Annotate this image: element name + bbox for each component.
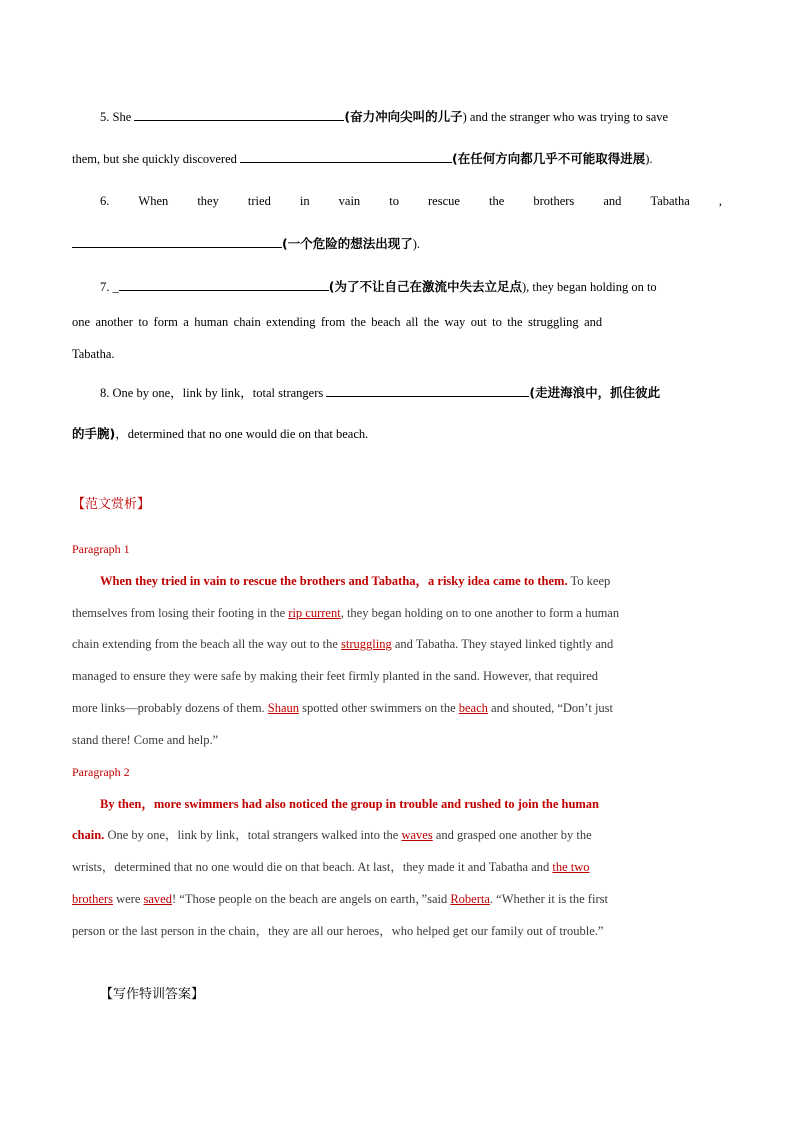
- paragraph-2-line-4: [72, 891, 722, 907]
- chinese-hint: (在任何方向都几乎不可能取得进展: [452, 151, 646, 166]
- answer-blank[interactable]: [326, 384, 529, 397]
- chinese-hint: (一个危险的想法出现了: [282, 236, 413, 251]
- text-span: One by one，link by link，total strangers walked into the: [104, 828, 402, 842]
- text-span: ! “Those people on the beach are angels on earth，”said: [171, 892, 451, 906]
- exercise-5-end: ).: [645, 152, 653, 166]
- answers-section-title: 【写作特训答案】: [100, 987, 205, 1002]
- exercise-5-prefix: 5. She: [100, 110, 132, 124]
- answer-blank[interactable]: [240, 150, 452, 163]
- exercise-7-line-3: Tabatha.: [72, 347, 115, 361]
- exercise-6-word: ,: [718, 194, 722, 208]
- chinese-hint: (奋力冲向尖叫的儿子: [344, 109, 463, 124]
- exercise-5-line-1: [100, 108, 722, 125]
- exercise-6-word: When: [138, 194, 169, 208]
- exercise-6-word: Tabatha: [650, 194, 690, 208]
- paragraph-1-line-2: [72, 605, 722, 621]
- underlined-word: waves: [401, 828, 433, 842]
- answer-blank[interactable]: [119, 278, 329, 291]
- underlined-word: rip current: [288, 606, 341, 620]
- answer-blank[interactable]: [134, 108, 344, 121]
- text-span: , they began holding on to one another to form a human: [340, 606, 620, 620]
- exercise-7-prefix: 7. _: [100, 280, 119, 294]
- text-span: chain extending from the beach all the way out to the: [72, 637, 342, 651]
- exercise-8-prefix: 8. One by one，link by link，total strangers: [100, 386, 324, 400]
- underlined-word: Shaun: [267, 701, 300, 715]
- text-span: and shouted, “Don’t just: [487, 701, 614, 715]
- chinese-hint: (走进海浪中，抓住彼此: [529, 385, 661, 400]
- underlined-word: struggling: [341, 637, 392, 651]
- exercise-5-line-2: [72, 150, 722, 167]
- exercise-6-word: rescue: [428, 194, 460, 208]
- exercise-8-line-1: [100, 384, 722, 401]
- text-span: wrists，determined that no one would die on that beach. At last，they made it and Tabatha and: [72, 860, 553, 874]
- text-span: . “Whether it is the first: [489, 892, 608, 906]
- underlined-word: the two: [552, 860, 590, 874]
- paragraph-2-line-3: [72, 859, 722, 875]
- paragraph-2-line-2: [72, 827, 722, 843]
- paragraph-2-line-1: [100, 796, 722, 812]
- exercise-5-text: them, but she quickly discovered: [72, 152, 237, 166]
- exercise-6-word: they: [197, 194, 219, 208]
- paragraph-1-line-3: [72, 636, 722, 652]
- topic-sentence: By then，more swimmers had also noticed the group in trouble and rushed to join the human: [100, 797, 600, 811]
- exercise-6-line-2: [72, 235, 722, 252]
- exercise-6-word: to: [389, 194, 399, 208]
- paragraph-1-line-4: managed to ensure they were safe by making their feet firmly planted in the sand. However, that required: [72, 669, 599, 683]
- exercise-6-word: vain: [338, 194, 361, 208]
- paragraph-2-label: Paragraph 2: [72, 765, 130, 779]
- text-span: spotted other swimmers on the: [299, 701, 459, 715]
- underlined-word: Roberta: [450, 892, 490, 906]
- exercise-6-word: in: [299, 194, 310, 208]
- exercise-7-suffix: ), they began holding on to: [521, 280, 657, 294]
- exercise-8-end: ，determined that no one would die on that beach.: [115, 427, 369, 441]
- text-span: and Tabatha. They stayed linked tightly and: [391, 637, 614, 651]
- exercise-6-word: and: [603, 194, 622, 208]
- exercise-6-word: tried: [247, 194, 271, 208]
- exercise-7-line-1: [100, 278, 722, 295]
- text-span: were: [112, 892, 144, 906]
- topic-sentence: When they tried in vain to rescue the brothers and Tabatha，a risky idea came to them.: [100, 574, 568, 588]
- analysis-section-title: 【范文赏析】: [72, 497, 151, 512]
- exercise-6-word: brothers: [533, 194, 575, 208]
- text-span: and grasped one another by the: [432, 828, 592, 842]
- paragraph-1-line-5: [72, 700, 722, 716]
- paragraph-1-line-6: stand there! Come and help.”: [72, 733, 219, 747]
- text-span: themselves from losing their footing in the: [72, 606, 289, 620]
- text-span: more links—probably dozens of them.: [72, 701, 268, 715]
- topic-sentence-end: chain.: [72, 828, 105, 842]
- exercise-6-word: 6.: [100, 194, 110, 208]
- underlined-word: brothers: [72, 892, 113, 906]
- chinese-hint: (为了不让自己在激流中失去立足点: [328, 279, 522, 294]
- paragraph-2-line-5: person or the last person in the chain，they are all our heroes，who helped get our family out of trouble.”: [72, 924, 604, 938]
- paragraph-1-label: Paragraph 1: [72, 542, 130, 556]
- exercise-6-word: the: [488, 194, 505, 208]
- exercise-8-line-2: [72, 426, 722, 442]
- underlined-word: beach: [458, 701, 488, 715]
- exercise-6-line-1: [100, 193, 722, 209]
- text-span: To keep: [567, 574, 611, 588]
- answer-blank[interactable]: [72, 235, 282, 248]
- underlined-word: saved: [143, 892, 172, 906]
- exercise-5-suffix: ) and the stranger who was trying to save: [462, 110, 669, 124]
- chinese-hint: 的手腕): [72, 426, 116, 441]
- exercise-7-line-2: one another to form a human chain extending from the beach all the way out to the struggling and: [72, 315, 603, 329]
- exercise-6-end: ).: [412, 237, 421, 251]
- paragraph-1-line-1: [100, 573, 722, 589]
